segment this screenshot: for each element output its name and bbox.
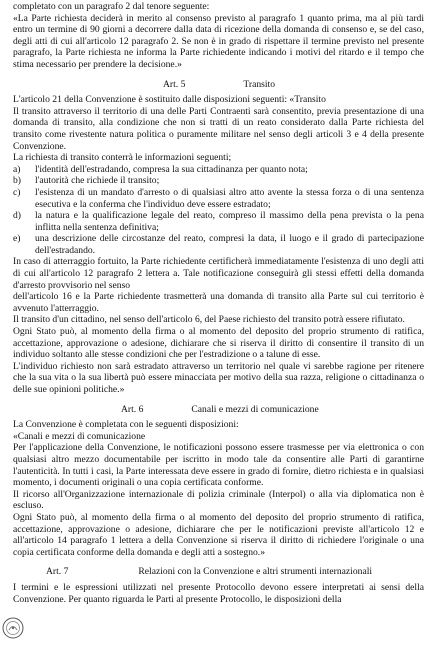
article-5-heading bbox=[13, 79, 424, 91]
article-6-paragraph: Ogni Stato può, al momento della firma o al momento del deposito del proprio strumento di ratifica, accettazione, approvazione o adesione, dichiarare che per le notificazioni previste all'articolo 12 e all'articolo 14 paragrafo 1 lettera a della Convenzione si riserva il diritto di richiedere l'originale o una copia certificata conforme della domanda e degli atti a sostegno.» bbox=[13, 511, 424, 558]
article-5-paragraph: L'individuo richiesto non sarà estradato attraverso un territorio nel quale vi sarebbe ragione per ritenere che la sua vita o la sua libertà può essere minacciata per motivo della sua razza, religione o cittadinanza o delle sue opinioni politiche.» bbox=[13, 360, 424, 395]
article-5-title: Transito bbox=[243, 78, 276, 90]
article-6-title: Canali e mezzi di comunicazione bbox=[191, 403, 319, 415]
article-6-number: Art. 6 bbox=[121, 403, 144, 415]
article-6-paragraph: Il ricorso all'Organizzazione internazionale di polizia criminale (Interpol) o alla via diplomatica non è escluso. bbox=[13, 488, 424, 512]
article-7-title: Relazioni con la Convenzione e altri strumenti internazionali bbox=[138, 566, 373, 578]
article-5-paragraph: In caso di atterraggio fortuito, la Parte richiedente certificherà immediatamente l'esistenza di uno degli atti di cui all'articolo 12 paragrafo 2 lettera a. Tale notificazione conseguirà gli stessi effetti della domanda d'arresto provvisorio nel senso bbox=[13, 256, 424, 291]
article-5-paragraph: La richiesta di transito conterrà le informazioni seguenti; bbox=[13, 152, 232, 164]
article-5-number: Art. 5 bbox=[163, 78, 186, 90]
article-6-paragraph: Per l'applicazione della Convenzione, le notificazioni possono essere trasmesse per via elettronica o con qualsiasi altro mezzo documentabile per iscritto in modo tale da consentire alle Parti di garantirne l'autenticità. In tutti i casi, la Parte interessata deve essere in grado di fornire, dietro richiesta e in qualsiasi momento, i documenti originali o una copia certificata conforme. bbox=[13, 442, 424, 489]
list-item-label: a) bbox=[13, 163, 21, 175]
article-5-paragraph: Il transito attraverso il territorio di una delle Parti Contraenti sarà consentito, previa presentazione di una domanda di transito, alla condizione che non si tratti di un reato considerato dalla Parte richiesta del transito come rivestente natura politica o puramente militare nel senso degli articoli 3 e 4 della presente Convenzione. bbox=[13, 105, 424, 152]
intro-quote: «La Parte richiesta deciderà in merito al consenso previsto al paragrafo 1 quanto prima, ma al più tardi entro un termine di 90 giorni a decorrere dalla data di ricezione della domanda di consenso e, se del caso, degli atti di cui all'articolo 12 paragrafo 2. Se non è in grado di rispettare il termine previsto nel presente paragrafo, la Parte richiesta ne informa la Parte richiedente indicando i motivi del ritardo e il tempo che stima necessario per prendere la decisione.» bbox=[13, 12, 424, 70]
list-item-label: d) bbox=[13, 210, 21, 222]
article-5-paragraph: Il transito d'un cittadino, nel senso dell'articolo 6, del Paese richiesto del transito potrà essere rifiutato. bbox=[13, 314, 405, 326]
intro-line: completato con un paragrafo 2 dal tenore seguente: bbox=[13, 1, 210, 12]
official-seal-icon bbox=[2, 617, 24, 639]
article-6-heading bbox=[13, 404, 424, 416]
list-item-label: b) bbox=[13, 175, 21, 187]
list-item bbox=[13, 187, 424, 210]
list-item bbox=[13, 164, 424, 176]
list-item-label: c) bbox=[13, 186, 21, 198]
list-item-label: e) bbox=[13, 233, 21, 245]
article-5-paragraph: L'articolo 21 della Convenzione è sostituito dalle disposizioni seguenti: «Transito bbox=[13, 94, 326, 106]
list-item-text: l'autorità che richiede il transito; bbox=[35, 175, 160, 187]
list-item-text: una descrizione delle circostanze del reato, compresi la data, il luogo e il grado di partecipazione dell'estradando. bbox=[35, 233, 424, 256]
article-6-paragraph: «Canali e mezzi di comunicazione bbox=[13, 430, 146, 442]
article-7-paragraph: I termini e le espressioni utilizzati nel presente Protocollo devono essere interpretati ai sensi della Convenzione. Per quanto riguarda le Parti al presente Protocollo, le disposizioni della bbox=[13, 581, 424, 605]
list-item-text: la natura e la qualificazione legale del reato, compreso il massimo della pena prevista o la pena inflitta nella sentenza definitiva; bbox=[35, 210, 424, 233]
article-7-number: Art. 7 bbox=[46, 566, 69, 578]
list-item bbox=[13, 175, 424, 187]
transit-info-list bbox=[13, 164, 424, 257]
article-5-paragraph: Ogni Stato può, al momento della firma o al momento del deposito del proprio strumento di ratifica, accettazione, approvazione o adesione, dichiarare che si riserva il diritto di consentire il transito di un individuo soltanto alle stesse condizioni che per l'estradizione o a talune di esse. bbox=[13, 326, 424, 361]
list-item-text: l'identità dell'estradando, compresa la sua cittadinanza per quanto nota; bbox=[35, 163, 308, 175]
list-item bbox=[13, 210, 424, 233]
list-item-text: l'esistenza di un mandato d'arresto o di qualsiasi altro atto avente la stessa forza o di una sentenza esecutiva e la conferma che l'individuo deve essere estradato; bbox=[35, 186, 424, 210]
article-5-paragraph: dell'articolo 16 e la Parte richiedente trasmetterà una domanda di transito alla Parte sul cui territorio è avvenuto l'atterraggio. bbox=[13, 291, 424, 314]
article-6-paragraph: La Convenzione è completata con le seguenti disposizioni: bbox=[13, 419, 239, 431]
article-7-heading bbox=[13, 566, 424, 578]
list-item bbox=[13, 233, 424, 256]
